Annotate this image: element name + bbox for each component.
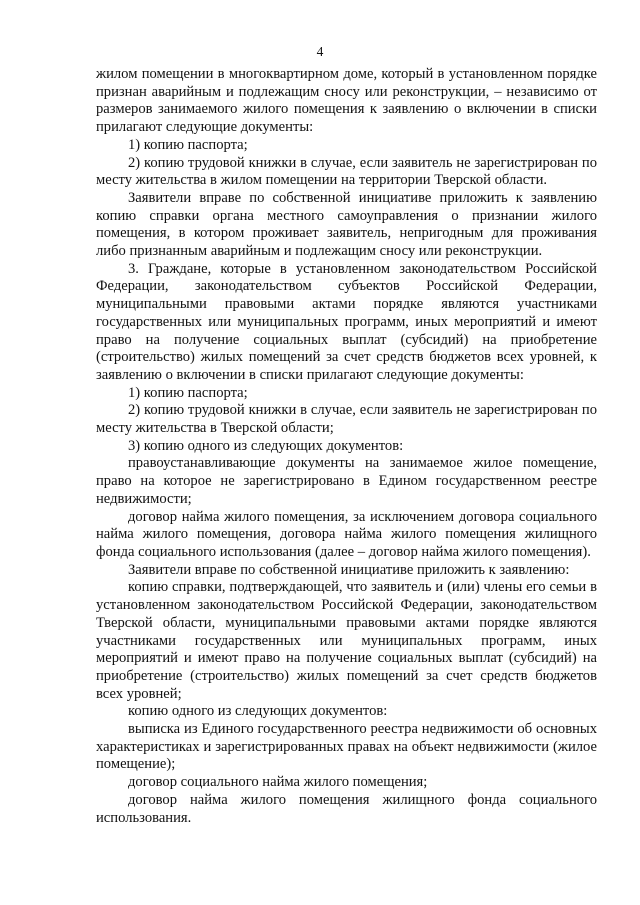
document-body <box>96 66 597 827</box>
paragraph: договор найма жилого помещения, за исключением договора социального найма жилого помещения, договора найма жилого помещения жилищного фонда социального использования (далее – договор найма жилого помещения). <box>96 508 597 560</box>
paragraph: 3) копию одного из следующих документов: <box>128 437 404 454</box>
paragraph: жилом помещении в многоквартирном доме, который в установленном порядке признан аварийным и подлежащим сносу или реконструкции, – независимо от размеров занимаемого жилого помещения к заявлению о включении в списки прилагают следующие документы: <box>96 66 597 136</box>
page-number: 4 <box>316 44 324 59</box>
paragraph: правоустанавливающие документы на занимаемое жилое помещение, право на которое не зарегистрировано в Едином государственном реестре недвижимости; <box>96 455 597 507</box>
paragraph: выписка из Единого государственного реестра недвижимости об основных характеристиках и зарегистрированных правах на объект недвижимости (жилое помещение); <box>96 721 597 773</box>
paragraph: договор социального найма жилого помещения; <box>128 774 428 791</box>
paragraph: договор найма жилого помещения жилищного фонда социального использования. <box>96 791 597 826</box>
paragraph: 1) копию паспорта; <box>128 136 248 153</box>
paragraph: Заявители вправе по собственной инициативе приложить к заявлению копию справки органа местного самоуправления о признании жилого помещения, в котором проживает заявитель, непригодным для проживания либо признанным аварийным и подлежащим сносу или реконструкции. <box>96 189 597 260</box>
paragraph: 2) копию трудовой книжки в случае, если заявитель не зарегистрирован по месту жительства в жилом помещении на территории Тверской области. <box>96 154 597 189</box>
paragraph: 2) копию трудовой книжки в случае, если заявитель не зарегистрирован по месту жительства в Тверской области; <box>96 402 597 437</box>
paragraph: копию одного из следующих документов: <box>128 703 388 720</box>
paragraph: Заявители вправе по собственной инициативе приложить к заявлению: <box>128 561 570 578</box>
paragraph: копию справки, подтверждающей, что заявитель и (или) члены его семьи в установленном законодательством Российской Федерации, законодательством Тверской области, муниципальными правовыми актами порядке являются участниками государственных или муниципальных программ, иных мероприятий и имеют право на получение социальных выплат (субсидий) на приобретение (строительство) жилых помещений за счет средств бюджетов всех уровней; <box>96 579 597 702</box>
paragraph: 1) копию паспорта; <box>128 384 248 401</box>
paragraph: 3. Граждане, которые в установленном законодательством Российской Федерации, законодательством субъектов Российской Федерации, муниципальными правовыми актами порядке являются участниками государственных или муниципальных программ, иных мероприятий и имеют право на получение социальных выплат (субсидий) на приобретение (строительство) жилых помещений за счет средств бюджетов всех уровней, к заявлению о включении в списки прилагают следующие документы: <box>96 260 597 383</box>
